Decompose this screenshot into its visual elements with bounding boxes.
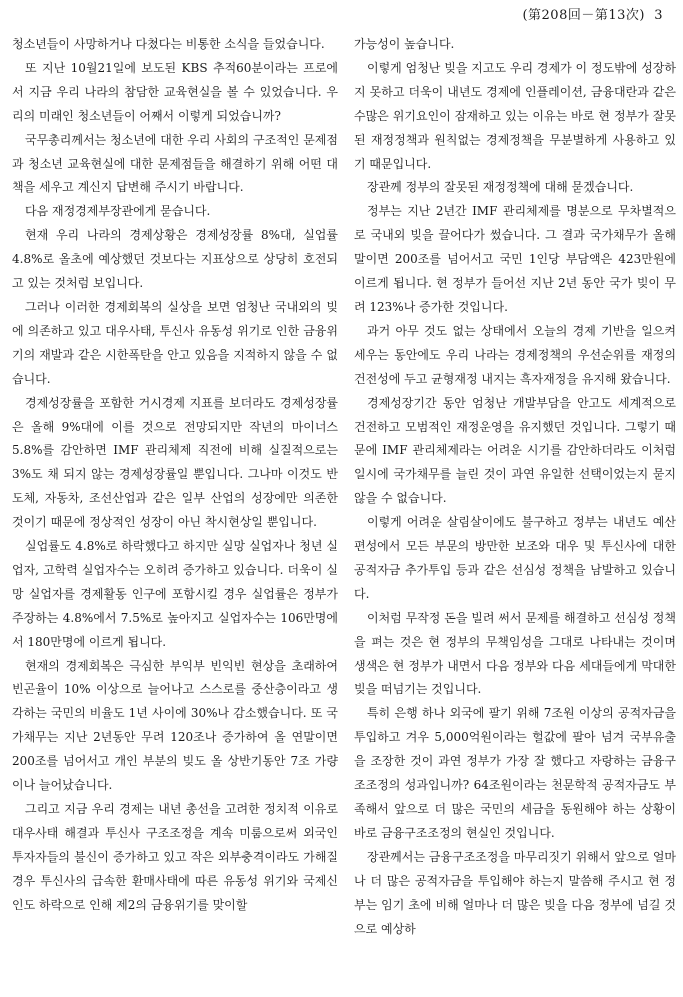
paragraph: 그러나 이러한 경제회복의 실상을 보면 엄청난 국내외의 빚에 의존하고 있고 대우사태, 투신사 유동성 위기로 인한 금융위기의 재발과 같은 시한폭탄을 안고 있음을 지적하지 않을 수 없습니다.: [12, 299, 338, 386]
paragraph: 국무총리께서는 청소년에 대한 우리 사회의 구조적인 문제점과 청소년 교육현실에 대한 문제점들을 해결하기 위해 어떤 대책을 세우고 계신지 답변해 주시기 바랍니다.: [12, 132, 338, 195]
paragraph: 현재 우리 나라의 경제상황은 경제성장률 8%대, 실업률 4.8%로 올초에 예상했던 것보다는 지표상으로 상당히 호전되고 있는 것처럼 보입니다.: [12, 228, 338, 291]
paragraph: 장관께서는 금융구조조정을 마무리짓기 위해서 앞으로 얼마나 더 많은 공적자금을 투입해야 하는지 말씀해 주시고 현 정부는 임기 초에 비해 얼마나 더 많은 빚을 다음 정부에 넘길 것으로 예상하: [354, 849, 676, 936]
paragraph: 다음 재정경제부장관에게 묻습니다.: [25, 204, 211, 219]
paragraph: 장관께 정부의 잘못된 재정정책에 대해 묻겠습니다.: [367, 180, 634, 195]
paragraph: 이처럼 무작정 돈을 빌려 써서 문제를 해결하고 선심성 정책을 펴는 것은 현 정부의 무책임성을 그대로 나타내는 것이며 생색은 현 정부가 내면서 다음 정부와 다음 세대들에게 막대한 빚을 떠넘기는 것입니다.: [354, 610, 676, 697]
paragraph: 과거 아무 것도 없는 상태에서 오늘의 경제 기반을 일으켜 세우는 동안에도 우리 나라는 경제정책의 우선순위를 재정의 건전성에 두고 균형재정 내지는 흑자재정을 유지해 왔습니다.: [354, 323, 676, 386]
left-column: [12, 33, 338, 918]
paragraph: 또 지난 10월21일에 보도된 KBS 추적60분이라는 프로에서 지금 우리 나라의 참담한 교육현실을 볼 수 있었습니다. 우리의 미래인 청소년들이 어째서 이렇게 되었습니까?: [12, 60, 338, 123]
paragraph: 청소년들이 사망하거나 다쳤다는 비통한 소식을 들었습니다.: [12, 37, 325, 51]
paragraph: 그리고 지금 우리 경제는 내년 총선을 고려한 정치적 이유로 대우사태 해결과 투신사 구조조정을 계속 미룸으로써 외국인 투자자들의 불신이 증가하고 있고 작은 외부충격이라도 가해질 경우 투신사의 급속한 환매사태에 따른 유동성 위기와 국제신인도 하락으로 인해 제2의 금융위기를 맞이할: [12, 802, 338, 912]
paragraph: 가능성이 높습니다.: [354, 37, 455, 51]
page-header: [522, 4, 663, 23]
paragraph: 이렇게 엄청난 빚을 지고도 우리 경제가 이 정도밖에 성장하지 못하고 더욱이 내년도 경제에 인플레이션, 금융대란과 같은 수많은 위기요인이 잠재하고 있는 이유는 바로 현 정부가 잘못된 재정정책과 원칙없는 경제정책을 무분별하게 사용하고 있기 때문입니다.: [354, 60, 676, 171]
paragraph: 현재의 경제회복은 극심한 부익부 빈익빈 현상을 초래하여 빈곤율이 10% 이상으로 늘어나고 스스로를 중산층이라고 생각하는 국민의 비율도 1년 사이에 30%나 감소했습니다. 또 국가채무는 지난 2년동안 무려 120조나 증가하여 올 연말이면 200조를 넘어서고 개인 부분의 빚도 올 상반기동안 7조 가량이나 늘어났습니다.: [12, 658, 338, 793]
paragraph: 특히 은행 하나 외국에 팔기 위해 7조원 이상의 공적자금을 투입하고 겨우 5,000억원이라는 헐값에 팔아 넘겨 국부유출을 조장한 것이 과연 정부가 가장 잘 했다고 자랑하는 금융구조조정의 성과입니까? 64조원이라는 천문학적 공적자금도 부족해서 앞으로 더 많은 국민의 세금을 동원해야 하는 상황이 바로 금융구조조정의 현실인 것입니다.: [354, 706, 676, 840]
paragraph: 경제성장기간 동안 엄청난 개발부담을 안고도 세계적으로 건전하고 모범적인 재정운영을 유지했던 것입니다. 그렇기 때문에 IMF 관리체제라는 어려운 시기를 감안하더라도 이처럼 일시에 국가채무를 늘린 것이 과연 유일한 선택이었는지 묻지 않을 수 없습니다.: [354, 395, 676, 506]
paragraph: 경제성장률을 포함한 거시경제 지표를 보더라도 경제성장률은 올해 9%대에 이를 것으로 전망되지만 작년의 마이너스 5.8%를 감안하면 IMF 관리체제 직전에 비해 실질적으로는 3%도 채 되지 않는 경제성장률일 뿐입니다. 그나마 이것도 반도체, 자동차, 조선산업과 같은 일부 산업의 성장에만 의존한 것이기 때문에 정상적인 성장이 아닌 착시현상일 뿐입니다.: [12, 395, 338, 530]
session-label: (第208回－第13次): [522, 8, 645, 23]
paragraph: 실업률도 4.8%로 하락했다고 하지만 실망 실업자나 청년 실업자, 고학력 실업자수는 오히려 증가하고 있습니다. 더욱이 실망 실업자를 경제활동 인구에 포함시킬 경우 실업률은 정부가 주장하는 4.8%에서 7.5%로 높아지고 실업자수는 106만명에서 180만명에 이르게 됩니다.: [12, 539, 338, 649]
paragraph: 이렇게 어려운 살림살이에도 불구하고 정부는 내년도 예산편성에서 모든 부문의 방만한 보조와 대우 및 투신사에 대한 공적자금 추가투입 등과 같은 선심성 정책을 남발하고 있습니다.: [354, 515, 676, 601]
page-number: 3: [654, 8, 663, 23]
paragraph: 정부는 지난 2년간 IMF 관리체제를 명분으로 무차별적으로 국내외 빚을 끌어다가 썼습니다. 그 결과 국가채무가 올해 말이면 200조를 넘어서고 국민 1인당 부담액은 423만원에 이르게 됩니다. 현 정부가 들어선 지난 2년 동안 국가 빚이 무려 123%나 증가한 것입니다.: [354, 204, 676, 314]
right-column: [354, 33, 676, 941]
